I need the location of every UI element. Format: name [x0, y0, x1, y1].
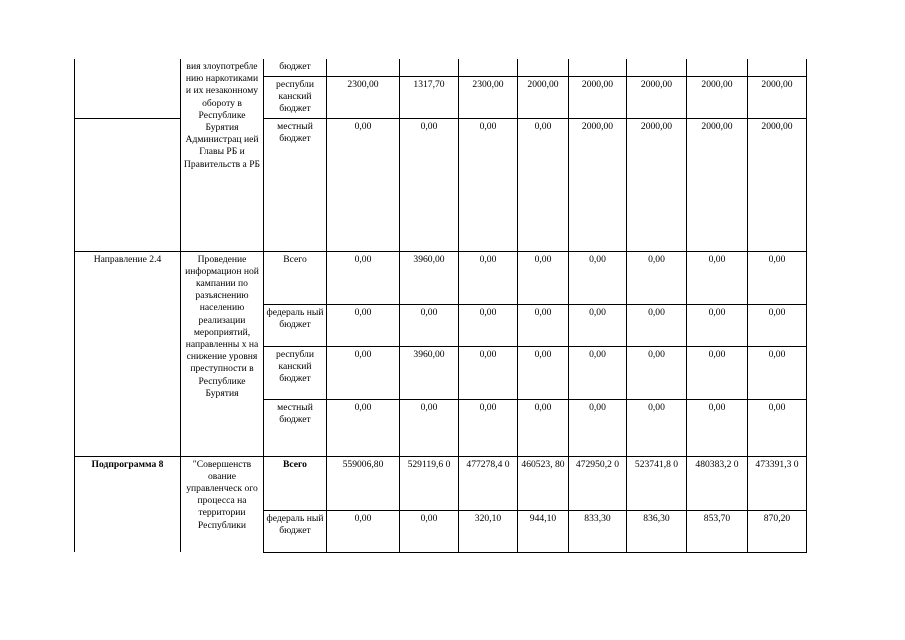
value-cell: 0,00 [569, 251, 627, 304]
value-cell: 0,00 [748, 346, 807, 399]
value-cell: 0,00 [459, 346, 518, 399]
value-cell: 0,00 [400, 510, 459, 552]
value-cell: 833,30 [569, 510, 627, 552]
value-cell: 0,00 [627, 304, 687, 346]
value-cell: 0,00 [459, 251, 518, 304]
value-cell: 0,00 [748, 251, 807, 304]
value-cell: 2000,00 [518, 76, 569, 118]
value-cell: 0,00 [400, 304, 459, 346]
value-cell: 0,00 [687, 346, 748, 399]
funding-source-cell: республи канский бюджет [264, 346, 327, 399]
direction-name-cell: Направление 2.4 [75, 251, 181, 456]
value-cell: 2300,00 [459, 76, 518, 118]
table-row [75, 59, 807, 76]
program-name-cell [75, 118, 181, 251]
value-cell: 0,00 [518, 251, 569, 304]
direction-description-cell: Проведение информацион ной кампании по разъяснению населению реализации мероприятий, направленны х на снижение уровня преступности в Республике Бурятия [181, 251, 264, 456]
funding-source-cell: местный бюджет [264, 118, 327, 251]
value-cell: 836,30 [627, 510, 687, 552]
value-cell: 0,00 [459, 399, 518, 456]
value-cell: 0,00 [400, 118, 459, 251]
value-cell: 0,00 [569, 304, 627, 346]
value-cell: 523741,8 0 [627, 456, 687, 510]
value-cell: 0,00 [518, 118, 569, 251]
value-cell: 2000,00 [627, 118, 687, 251]
value-cell: 472950,2 0 [569, 456, 627, 510]
value-cell: 0,00 [569, 346, 627, 399]
program-description-cell: вия злоупотребле нию наркотиками и их незаконному обороту в Республике Бурятия Администрац ией Главы РБ и Правительств а РБ [181, 59, 264, 251]
value-cell: 0,00 [327, 251, 400, 304]
value-cell: 0,00 [327, 304, 400, 346]
funding-source-cell: Всего [264, 456, 327, 510]
value-cell: 460523, 80 [518, 456, 569, 510]
value-cell: 2000,00 [748, 118, 807, 251]
value-cell: 2000,00 [748, 76, 807, 118]
funding-source-cell: Всего [264, 251, 327, 304]
value-cell: 0,00 [627, 251, 687, 304]
value-cell: 559006,80 [327, 456, 400, 510]
value-cell: 529119,6 0 [400, 456, 459, 510]
table-row [75, 456, 807, 510]
value-cell: 0,00 [687, 399, 748, 456]
value-cell: 2000,00 [687, 118, 748, 251]
value-cell: 3960,00 [400, 251, 459, 304]
value-cell: 0,00 [518, 399, 569, 456]
value-cell: 0,00 [627, 399, 687, 456]
program-name-cell [75, 59, 181, 118]
value-cell: 0,00 [518, 304, 569, 346]
value-cell: 2000,00 [569, 76, 627, 118]
value-cell: 0,00 [748, 399, 807, 456]
value-cell: 870,20 [748, 510, 807, 552]
value-cell: 0,00 [459, 304, 518, 346]
value-cell: 0,00 [687, 251, 748, 304]
value-cell: 0,00 [400, 399, 459, 456]
value-cell: 944,10 [518, 510, 569, 552]
value-cell: 480383,2 0 [687, 456, 748, 510]
value-cell: 473391,3 0 [748, 456, 807, 510]
value-cell: 2000,00 [687, 76, 748, 118]
funding-source-cell: федераль ный бюджет [264, 510, 327, 552]
funding-source-cell: бюджет [264, 59, 327, 76]
value-cell: 0,00 [459, 118, 518, 251]
value-cell: 0,00 [748, 304, 807, 346]
subprogram-description-cell: "Совершенств ование управленческ ого процесса на территории Республики [181, 456, 264, 552]
value-cell: 0,00 [518, 346, 569, 399]
value-cell: 0,00 [327, 118, 400, 251]
budget-table [74, 59, 807, 553]
value-cell: 0,00 [627, 346, 687, 399]
value-cell: 1317,70 [400, 76, 459, 118]
value-cell: 2300,00 [327, 76, 400, 118]
funding-source-cell: республи канский бюджет [264, 76, 327, 118]
value-cell: 0,00 [327, 510, 400, 552]
value-cell: 2000,00 [627, 76, 687, 118]
funding-source-cell: местный бюджет [264, 399, 327, 456]
value-cell: 0,00 [327, 399, 400, 456]
table-row [75, 251, 807, 304]
value-cell: 0,00 [569, 399, 627, 456]
value-cell: 320,10 [459, 510, 518, 552]
value-cell: 477278,4 0 [459, 456, 518, 510]
value-cell: 2000,00 [569, 118, 627, 251]
value-cell: 0,00 [687, 304, 748, 346]
funding-source-cell: федераль ный бюджет [264, 304, 327, 346]
value-cell: 3960,00 [400, 346, 459, 399]
value-cell: 0,00 [327, 346, 400, 399]
subprogram-name-cell: Подпрограмма 8 [75, 456, 181, 552]
value-cell: 853,70 [687, 510, 748, 552]
